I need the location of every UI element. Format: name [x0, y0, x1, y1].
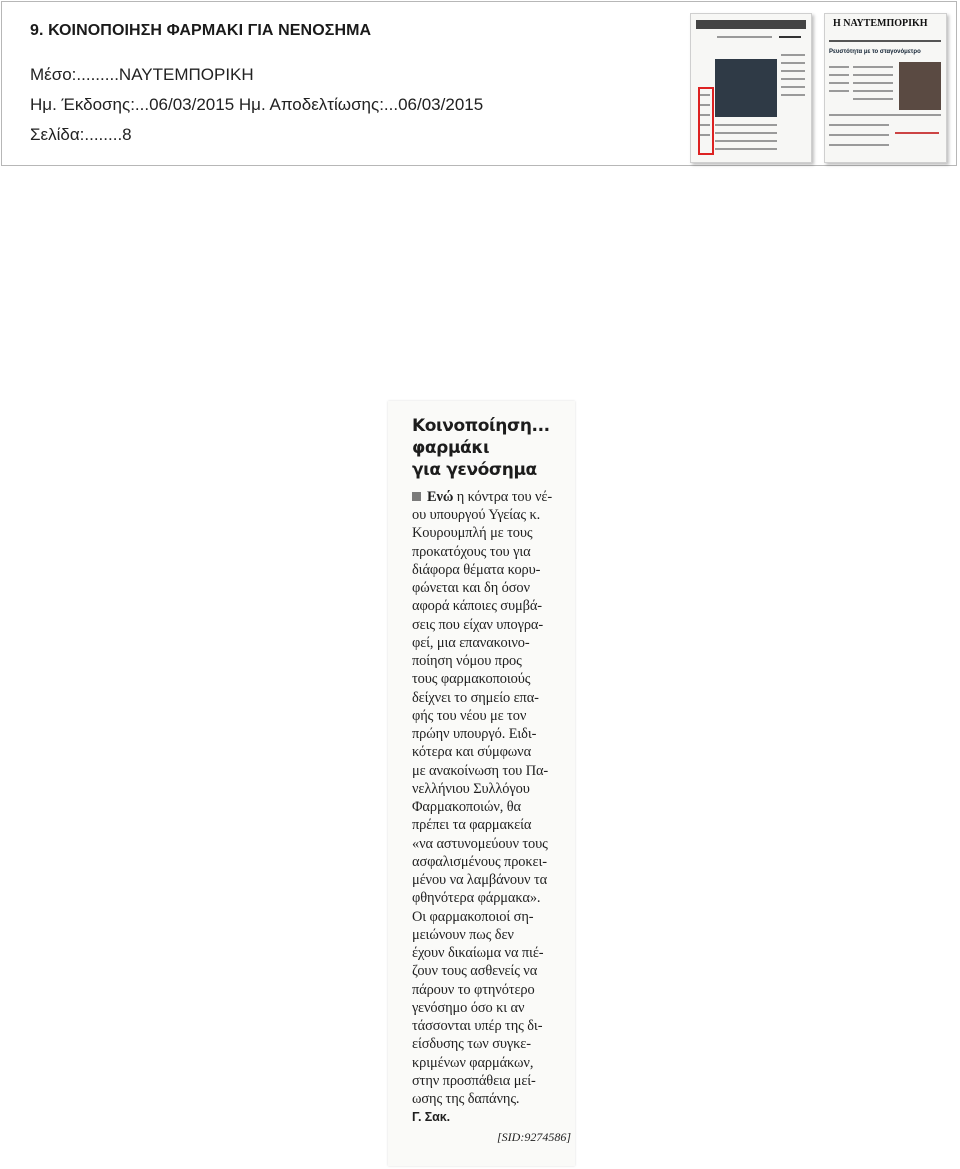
article-body-line: στην προσπάθεια μεί- [412, 1072, 536, 1089]
article-body-line: ποίηση νόμου προς [412, 653, 522, 669]
thumb-photo-icon [715, 59, 777, 117]
article-title [412, 415, 572, 481]
article-body-line: ζουν τους ασθενείς να [412, 963, 538, 980]
article-body-line: «να αστυνομεύουν τους [412, 835, 548, 852]
article-title-line-3: για γενόσημα [412, 460, 537, 480]
article-sid: [SID:9274586] [497, 1130, 571, 1144]
article-body-line: ωσης της δαπάνης. [412, 1091, 520, 1107]
clipping-title: 9. ΚΟΙΝΟΠΟΙΗΣΗ ΦΑΡΜΑΚΙ ΓΙΑ ΝΕΝΟΣΗΜΑ [30, 22, 372, 39]
source-line: Μέσο:.........ΝΑΥΤΕΜΠΟΡΙΚΗ [30, 65, 254, 84]
clipping-header [1, 1, 957, 166]
thumb-header-bar [696, 20, 806, 29]
dates-line: Ημ. Έκδοσης:...06/03/2015 Ημ. Αποδελτίωσης:...06/03/2015 [30, 95, 484, 114]
thumb-masthead: Η ΝΑΥΤΕΜΠΟΡΙΚΗ [833, 18, 928, 29]
article-body-line: αφορά κάποιες συμβά- [412, 598, 542, 615]
article-body-line: διάφορα θέματα κορυ- [412, 561, 541, 578]
page-thumbnail-left[interactable] [690, 13, 812, 163]
thumb-headline: Ρευστότητα με το σταγονόμετρο [829, 49, 921, 55]
article-body-line: μένου να λαμβάνουν τα [412, 872, 548, 888]
article-clipping [388, 401, 575, 1166]
article-title-line-2: φαρμάκι [412, 438, 490, 458]
article-body-line: έχουν δικαίωμα να πιέ- [412, 945, 544, 961]
article-body-line: Φαρμακοποιών, θα [412, 799, 521, 815]
article-body-line: φώνεται και δη όσον [412, 580, 530, 596]
article-body-line: μειώνουν πως δεν [412, 926, 514, 943]
article-body-line: πρώην υπουργό. Ειδι- [412, 726, 537, 742]
article-body-line: φής του νέου με τον [412, 707, 527, 724]
article-body-line: σεις που είχαν υπογρα- [412, 616, 544, 633]
article-title-line-1: Κοινοποίηση... [412, 416, 550, 436]
article-body-line: ασφαλισμένους προκει- [412, 853, 547, 870]
article-body-line: πρέπει τα φαρμακεία [412, 817, 532, 834]
lead-word: Ενώ [427, 489, 454, 505]
article-body-line: με ανακοίνωση του Πα- [412, 762, 549, 779]
article-body-line: είσδυσης των συγκε- [412, 1036, 531, 1053]
article-body-line: νελλήνιου Συλλόγου [412, 780, 530, 797]
article-body-line: πάρουν το φτηνότερο [412, 981, 535, 998]
article-body-line: Κουρουμπλή με τους [412, 525, 533, 542]
thumb-portrait-icon [899, 62, 941, 110]
page-thumbnail-right[interactable] [824, 13, 947, 163]
article-first-line [412, 489, 552, 506]
article-body-line: φθηνότερα φάρμακα». [412, 890, 541, 907]
article-body-line: γενόσημο όσο κι αν [412, 999, 525, 1016]
first-line-text: η κόντρα του νέ- [453, 489, 553, 505]
article-body-line: Οι φαρμακοποιοί ση- [412, 908, 534, 925]
article-body-line: προκατόχους του για [412, 543, 531, 560]
page-line: Σελίδα:........8 [30, 125, 132, 144]
article-body-line: τάσσονται υπέρ της δι- [412, 1018, 543, 1034]
bullet-square-icon [412, 492, 421, 501]
highlight-frame [698, 87, 714, 155]
article-body-line: τους φαρμακοποιούς [412, 671, 531, 688]
article-body-line: κριμένων φαρμάκων, [412, 1054, 534, 1071]
article-signature: Γ. Σακ. [412, 1110, 451, 1124]
article-body-line: φεί, μια επανακοινο- [412, 634, 530, 651]
article-body-line: δείχνει το σημείο επα- [412, 689, 539, 706]
article-body-line: κότερα και σύμφωνα [412, 744, 532, 761]
article-body-line: ου υπουργού Υγείας κ. [412, 507, 541, 523]
